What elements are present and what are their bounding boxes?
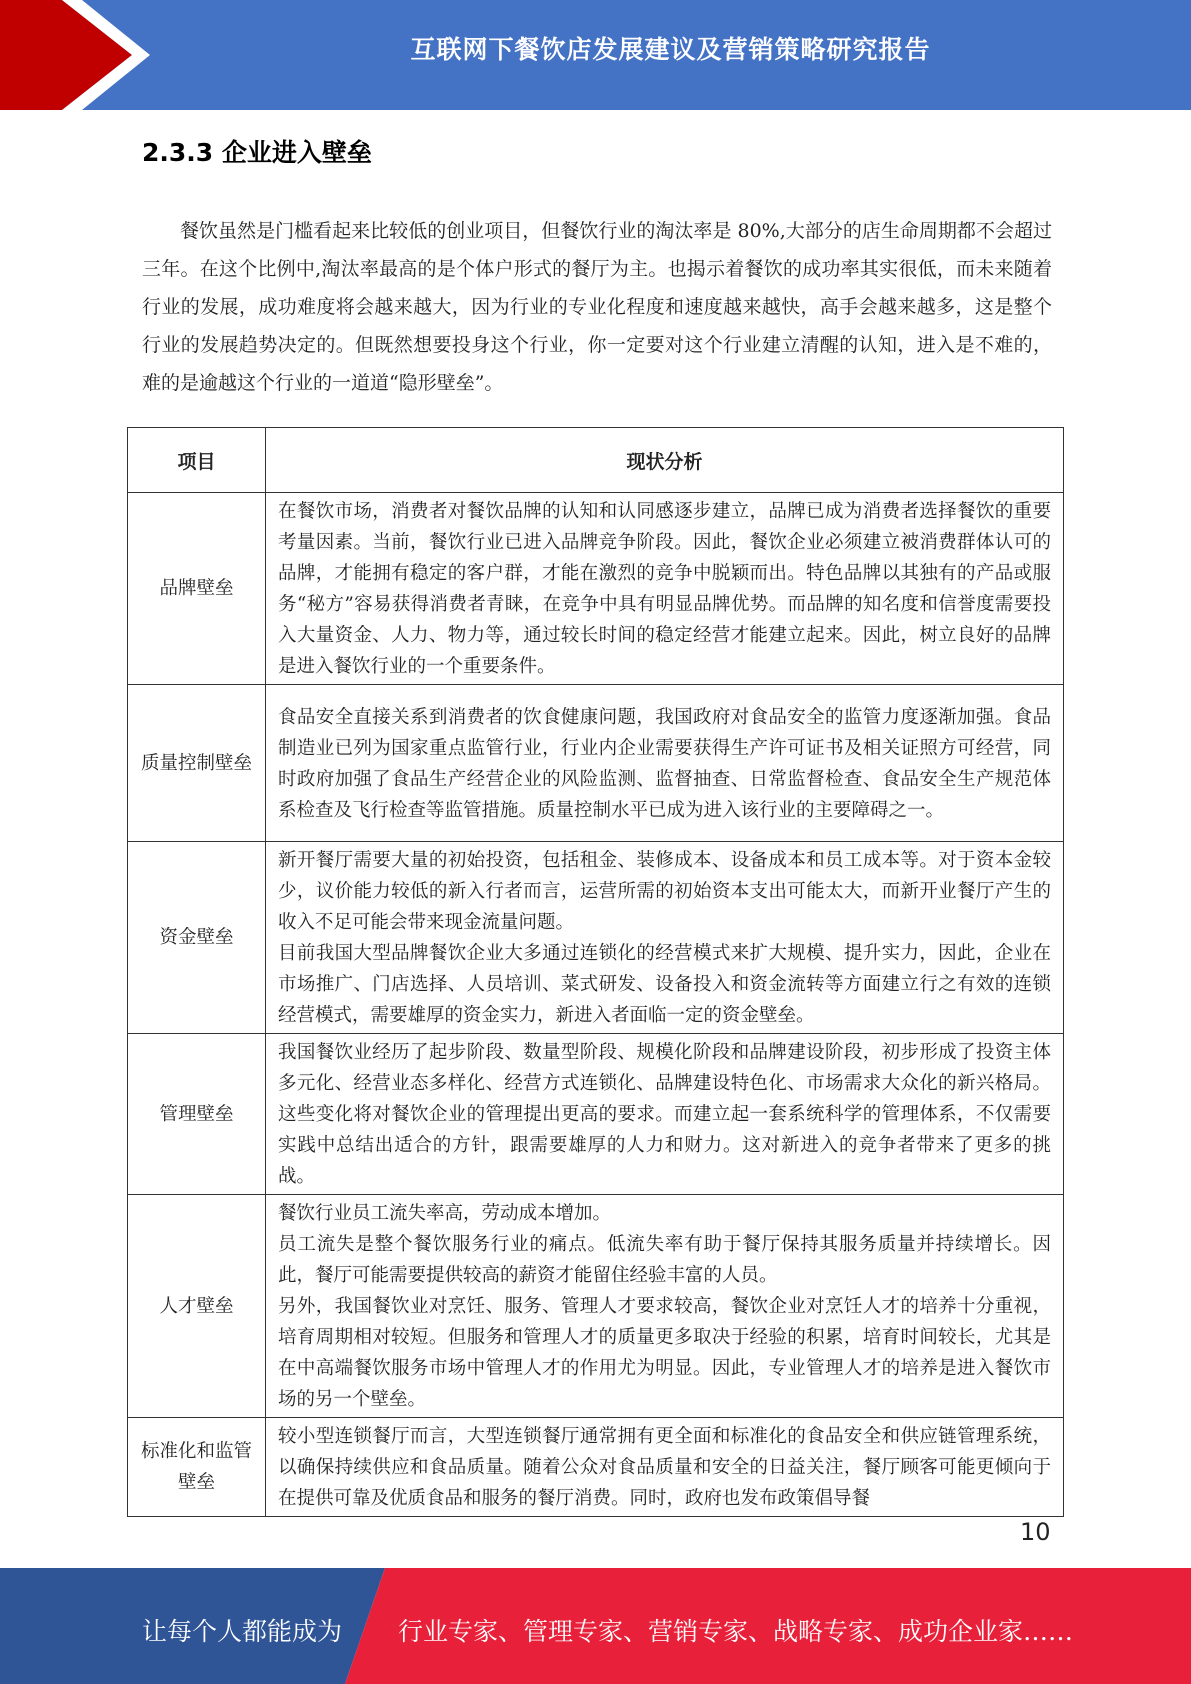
- page-number: 10: [1020, 1518, 1051, 1546]
- section-heading: 2.3.3 企业进入壁垒: [142, 138, 372, 167]
- intro-paragraph: 餐饮虽然是门槛看起来比较低的创业项目，但餐饮行业的淘汰率是 80%,大部分的店生命周期都不会超过三年。在这个比例中,淘汰率最高的是个体户形式的餐厅为主。也揭示着餐饮的成功率其实很低，而未来随着行业的发展，成功难度将会越来越大，因为行业的专业化程度和速度越来越快，高手会越来越多，这是整个行业的发展趋势决定的。但既然想要投身这个行业，你一定要对这个行业建立清醒的认知，进入是不难的，难的是逾越这个行业的一道道“隐形壁垒”。: [142, 220, 1052, 394]
- analysis-paragraph: 我国餐饮业经历了起步阶段、数量型阶段、规模化阶段和品牌建设阶段，初步形成了投资主体多元化、经营业态多样化、经营方式连锁化、品牌建设特色化、市场需求大众化的新兴格局。这些变化将对餐饮企业的管理提出更高的要求。而建立起一套系统科学的管理体系，不仅需要实践中总结出适合的方针，跟需要雄厚的人力和财力。这对新进入的竞争者带来了更多的挑战。: [278, 1042, 1051, 1187]
- barrier-analysis: [266, 1034, 1064, 1195]
- analysis-paragraph: 在餐饮市场，消费者对餐饮品牌的认知和认同感逐步建立，品牌已成为消费者选择餐饮的重要考量因素。当前，餐饮行业已进入品牌竞争阶段。因此，餐饮企业必须建立被消费群体认可的品牌，才能拥有稳定的客户群，才能在激烈的竞争中脱颖而出。特色品牌以其独有的产品或服务“秘方”容易获得消费者青睐，在竞争中具有明显品牌优势。而品牌的知名度和信誉度需要投入大量资金、人力、物力等，通过较长时间的稳定经营才能建立起来。因此，树立良好的品牌是进入餐饮行业的一个重要条件。: [278, 501, 1051, 677]
- analysis-paragraph: 员工流失是整个餐饮服务行业的痛点。低流失率有助于餐厅保持其服务质量并持续增长。因此，餐厅可能需要提供较高的薪资才能留住经验丰富的人员。: [278, 1234, 1051, 1286]
- analysis-paragraph: 较小型连锁餐厅而言，大型连锁餐厅通常拥有更全面和标准化的食品安全和供应链管理系统，以确保持续供应和食品质量。随着公众对食品质量和安全的日益关注，餐厅顾客可能更倾向于在提供可靠及优质食品和服务的餐厅消费。同时，政府也发布政策倡导餐: [278, 1426, 1051, 1509]
- barrier-name: 资金壁垒: [128, 842, 266, 1034]
- barrier-name: 标准化和监管壁垒: [128, 1418, 266, 1517]
- header-band: [0, 0, 1191, 110]
- barrier-analysis: [266, 842, 1064, 1034]
- barrier-analysis: [266, 1195, 1064, 1418]
- footer-slogan-right: 行业专家、管理专家、营销专家、战略专家、成功企业家……: [398, 1617, 1074, 1646]
- analysis-paragraph: 食品安全直接关系到消费者的饮食健康问题，我国政府对食品安全的监管力度逐渐加强。食品制造业已列为国家重点监管行业，行业内企业需要获得生产许可证书及相关证照方可经营，同时政府加强了食品生产经营企业的风险监测、监督抽查、日常监督检查、食品安全生产规范体系检查及飞行检查等监管措施。质量控制水平已成为进入该行业的主要障碍之一。: [278, 706, 1051, 821]
- barrier-analysis: [266, 493, 1064, 685]
- table-row: [128, 1034, 1064, 1195]
- header-arrow-shape: [0, 0, 160, 110]
- analysis-paragraph: 餐饮行业员工流失率高，劳动成本增加。: [278, 1203, 612, 1224]
- table-row: [128, 685, 1064, 842]
- barrier-name: 质量控制壁垒: [128, 685, 266, 842]
- footer-slogan-left: 让每个人都能成为: [142, 1617, 343, 1646]
- barrier-name: 品牌壁垒: [128, 493, 266, 685]
- barrier-table: [127, 427, 1064, 1517]
- table-body: [128, 493, 1064, 1517]
- table-row: [128, 1418, 1064, 1517]
- analysis-paragraph: 新开餐厅需要大量的初始投资，包括租金、装修成本、设备成本和员工成本等。对于资本金较少，议价能力较低的新入行者而言，运营所需的初始资本支出可能太大，而新开业餐厅产生的收入不足可能会带来现金流量问题。: [278, 850, 1051, 933]
- barrier-analysis: [266, 1418, 1064, 1517]
- column-header-item: 项目: [128, 428, 266, 493]
- footer-band: [0, 1568, 1191, 1684]
- table-row: [128, 1195, 1064, 1418]
- barrier-name: 管理壁垒: [128, 1034, 266, 1195]
- barrier-analysis: [266, 685, 1064, 842]
- table-row: [128, 842, 1064, 1034]
- analysis-paragraph: 目前我国大型品牌餐饮企业大多通过连锁化的经营模式来扩大规模、提升实力，因此，企业在市场推广、门店选择、人员培训、菜式研发、设备投入和资金流转等方面建立行之有效的连锁经营模式，需要雄厚的资金实力，新进入者面临一定的资金壁垒。: [278, 943, 1051, 1026]
- report-title: 互联网下餐饮店发展建议及营销策略研究报告: [410, 35, 931, 64]
- table-header-row: [128, 428, 1064, 493]
- barrier-name: 人才壁垒: [128, 1195, 266, 1418]
- column-header-analysis: 现状分析: [266, 428, 1064, 493]
- table-row: [128, 493, 1064, 685]
- analysis-paragraph: 另外，我国餐饮业对烹饪、服务、管理人才要求较高，餐饮企业对烹饪人才的培养十分重视，培育周期相对较短。但服务和管理人才的质量更多取决于经验的积累，培育时间较长，尤其是在中高端餐饮服务市场中管理人才的作用尤为明显。因此，专业管理人才的培养是进入餐饮市场的另一个壁垒。: [278, 1296, 1051, 1410]
